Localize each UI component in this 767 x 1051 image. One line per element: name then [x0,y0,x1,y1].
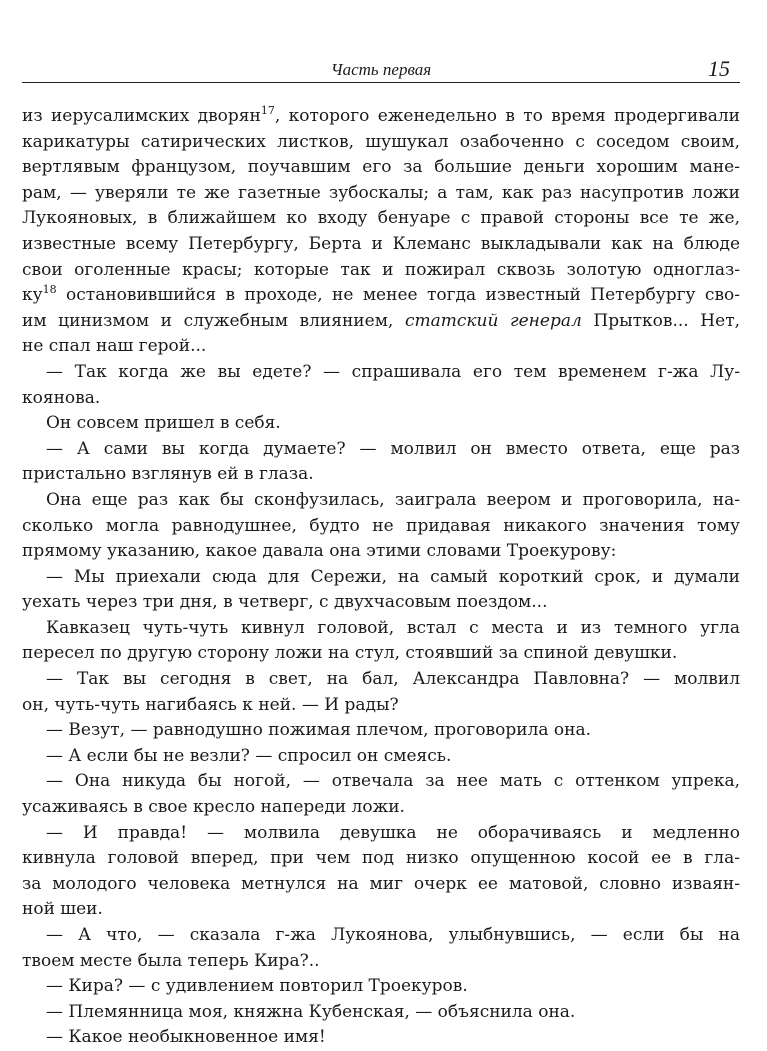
text-line [22,949,740,975]
line-text: — Какое необыкновенное имя! [46,1027,326,1048]
text-line [22,897,740,923]
text-line [22,744,740,770]
text-line [22,309,740,335]
text-line [22,130,740,156]
line-text: — Кира? — с удивлением повторил Троекуров. [46,976,468,997]
text-line [22,565,740,591]
text-line [22,539,740,565]
text-line [22,232,740,258]
text-line [22,641,740,667]
text-line [22,258,740,284]
text-line [22,974,740,1000]
text-line [22,411,740,437]
footnote-marker: 18 [42,283,57,297]
line-text-continued: , которого еженедельно в то время продергивали [274,106,740,126]
italic-text: статский генерал [404,310,582,331]
line-text: — Так вы сегодня в свет, на бал, Александра Павловна? — молвил [46,669,740,690]
text-line [22,846,740,872]
text-line [22,206,740,232]
line-text: им цинизмом и служебным влиянием, [22,310,405,331]
text-line [22,155,740,181]
line-text: он, чуть-чуть нагибаясь к ней. — И рады? [22,694,399,715]
line-text: пересел по другую сторону ложи на стул, стоявший за спиной девушки. [22,643,678,664]
line-text: — Везут, — равнодушно пожимая плечом, проговорила она. [46,720,592,741]
line-text: не спал наш герой... [22,336,207,357]
text-line [22,1000,740,1026]
line-text: Лукояновых, в ближайшем ко входу бенуаре с правой стороны все те же, [22,208,740,229]
text-line [22,769,740,795]
line-text: усаживаясь в свое кресло напереди ложи. [22,797,405,818]
text-line [22,488,740,514]
text-line [22,386,740,412]
line-text: — А если бы не везли? — спросил он смеясь. [46,745,452,766]
text-line [22,104,740,130]
text-line [22,1025,740,1051]
text-line [22,462,740,488]
line-text: — Она никуда бы ногой, — отвечала за нее мать с оттенком упрека, [46,771,740,792]
running-title: Часть первая [330,60,432,79]
line-text: Она еще раз как бы сконфузилась, заиграла веером и проговорила, на- [46,489,740,510]
line-text: из иерусалимских дворян [22,106,261,126]
line-text: — А что, — сказала г-жа Лукоянова, улыбнувшись, — если бы на [46,925,740,945]
text-line [22,334,740,360]
text-line [22,795,740,821]
text-line [22,181,740,207]
line-text: ку [22,285,43,306]
body-text [22,104,740,1051]
line-text: уехать через три дня, в четверг, с двухчасовым поездом... [22,592,548,613]
text-line [22,821,740,847]
line-text: — А сами вы когда думаете? — молвил он вместо ответа, еще раз [46,438,740,459]
text-line [22,360,740,386]
line-text: известные всему Петербургу, Берта и Клеманс выкладывали как на блюде [22,233,740,254]
text-line [22,872,740,898]
page-number: 15 [708,56,730,81]
line-text: карикатуры сатирических листков, шушукал озабоченно с соседом своим, [22,131,740,152]
text-line [22,437,740,463]
text-line [22,616,740,642]
line-text: пристально взглянув ей в глаза. [22,464,314,485]
line-text: — Племянница моя, княжна Кубенская, — объяснила она. [46,1001,576,1022]
footnote-marker: 17 [260,104,275,117]
line-text: коянова. [22,387,101,408]
line-text: Кавказец чуть-чуть кивнул головой, встал с места и из темного угла [46,617,740,638]
line-text: кивнула головой вперед, при чем под низко опущенною косой ее в гла- [22,848,740,869]
line-text: за молодого человека метнулся на миг очерк ее матовой, словно изваян- [22,873,740,894]
text-line [22,693,740,719]
line-text: — И правда! — молвила девушка не оборачиваясь и медленно [46,822,740,843]
line-text-continued: Прытков... Нет, [581,310,741,331]
line-text: — Мы приехали сюда для Сережи, на самый короткий срок, и думали [46,566,740,587]
line-text: вертлявым французом, поучавшим его за большие деньги хорошим мане- [22,157,740,178]
line-text: ной шеи. [22,899,103,920]
line-text: прямому указанию, какое давала она этими словами Троекурову: [22,541,617,562]
line-text: — Так когда же вы едете? — спрашивала его тем временем г-жа Лу- [46,361,740,382]
text-line [22,718,740,744]
text-line [22,923,740,949]
text-line [22,283,740,309]
line-text: твоем месте была теперь Кира?.. [22,950,320,971]
text-line [22,590,740,616]
line-text: сколько могла равнодушнее, будто не придавая никакого значения тому [22,515,740,536]
line-text-continued: остановившийся в проходе, не менее тогда известный Петербургу сво- [56,285,740,306]
running-header [22,52,740,83]
text-line [22,667,740,693]
text-line [22,514,740,540]
line-text: Он совсем пришел в себя. [46,413,281,434]
line-text: свои оголенные красы; которые так и пожирал сквозь золотую одноглаз- [22,259,740,280]
line-text: рам, — уверяли те же газетные зубоскалы; а там, как раз насупротив ложи [22,182,740,203]
